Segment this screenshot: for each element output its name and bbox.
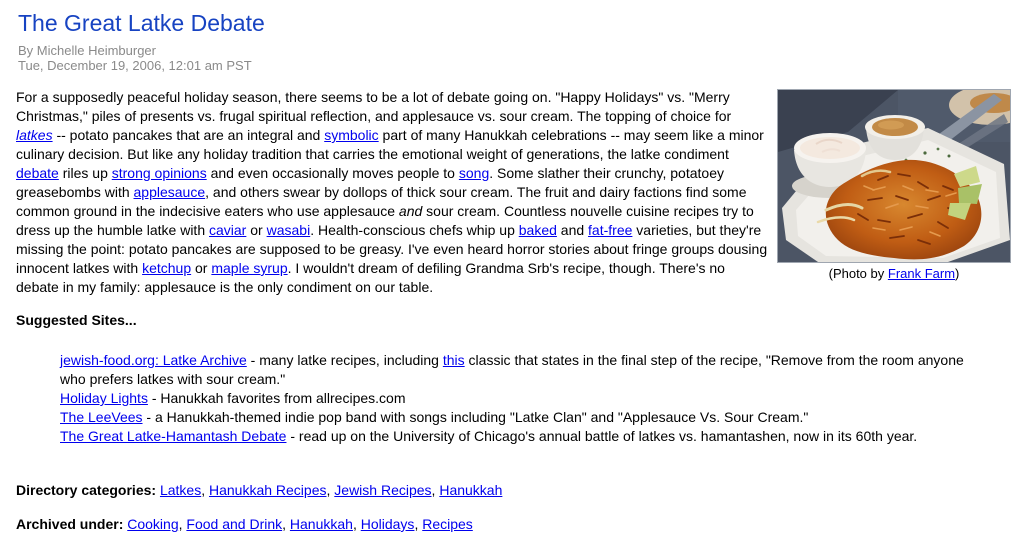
inline-link[interactable]: strong opinions	[111, 165, 207, 181]
inline-link[interactable]: caviar	[209, 222, 247, 238]
suggested-sites-list	[60, 351, 1011, 446]
suggested-site-item	[60, 351, 983, 389]
suggested-site-item	[60, 389, 983, 408]
inline-link[interactable]: baked	[518, 222, 557, 238]
category-link[interactable]: Hanukkah	[289, 516, 353, 532]
byline-date: Tue, December 19, 2006, 12:01 am PST	[18, 58, 252, 73]
text-segment: - Hanukkah favorites from allrecipes.com	[147, 390, 406, 406]
text-segment: . Health-conscious chefs whip up	[310, 222, 519, 238]
photo-figure	[777, 89, 1011, 282]
page	[0, 10, 1023, 534]
text-segment: - a Hanukkah-themed indie pop band with songs including "Latke Clan" and "Applesauce Vs. Sour Cream."	[142, 409, 809, 425]
inline-link[interactable]: song	[458, 165, 490, 181]
directory-categories-line	[16, 481, 1011, 500]
text-segment: or	[246, 222, 267, 238]
inline-link[interactable]: applesauce	[133, 184, 206, 200]
text-segment: or	[191, 260, 212, 276]
page-title: The Great Latke Debate	[18, 10, 265, 36]
category-link[interactable]: Hanukkah Recipes	[208, 482, 327, 498]
category-link[interactable]: Latkes	[159, 482, 202, 498]
text-segment: - read up on the University of Chicago's annual battle of latkes vs. hamantashen, now in its 60th year.	[286, 428, 918, 444]
photo-caption-prefix: (Photo by	[828, 266, 888, 281]
text-segment: sour cream. Countless nouvelle cuisine recipes try to dress up the humble latke with	[16, 203, 754, 238]
category-link[interactable]: Jewish Recipes	[334, 482, 432, 498]
inline-link[interactable]: this	[442, 352, 465, 368]
text-segment: . Some slather their crunchy, potatoey greasebombs with	[16, 165, 724, 200]
inline-link[interactable]: The Great Latke-Hamantash Debate	[60, 428, 287, 444]
text-segment: For a supposedly peaceful holiday season, there seems to be a lot of debate going on. "Happy Holidays" vs. "Merry Christmas," piles of presents vs. frugal spiritual reflection, and applesauce vs. sour cream. The topping of choice for	[16, 89, 732, 124]
inline-link[interactable]: wasabi	[266, 222, 311, 238]
directory-categories-label: Directory categories:	[16, 482, 157, 498]
inline-link[interactable]: maple syrup	[211, 260, 288, 276]
text-segment: and even occasionally moves people to	[206, 165, 459, 181]
directory-categories-links: Latkes, Hanukkah Recipes, Jewish Recipes, Hanukkah	[159, 482, 503, 498]
text-segment: . I wouldn't dream of defiling Grandma Srb's recipe, though. There's no debate in my family: applesauce is the only condiment on our table.	[16, 260, 725, 295]
inline-link[interactable]: debate	[16, 165, 59, 181]
photo-credit-link[interactable]: Frank Farm	[887, 266, 956, 281]
archived-under-label: Archived under:	[16, 516, 124, 532]
category-link[interactable]: Holidays	[360, 516, 415, 532]
suggested-sites-heading: Suggested Sites...	[16, 312, 137, 328]
category-link[interactable]: Hanukkah	[439, 482, 503, 498]
text-segment: part of many Hanukkah celebrations -- may seem like a minor culinary decision. But like any holiday tradition that carries the emotional weight of generations, the latke condiment	[16, 127, 764, 162]
photo-caption-suffix: )	[955, 266, 960, 281]
archived-under-links: Cooking, Food and Drink, Hanukkah, Holidays, Recipes	[127, 516, 473, 532]
photo-caption	[777, 266, 1011, 282]
text-segment: -- potato pancakes that are an integral and	[52, 127, 325, 143]
inline-link[interactable]: symbolic	[324, 127, 379, 143]
category-link[interactable]: Cooking	[127, 516, 179, 532]
inline-link[interactable]: The LeeVees	[60, 409, 143, 425]
text-segment: , and others swear by dollops of thick sour cream. The fruit and dairy factions find some common ground in the indecisive eaters who use applesauce	[16, 184, 747, 219]
byline-author: By Michelle Heimburger	[18, 43, 156, 58]
inline-link[interactable]: Holiday Lights	[60, 390, 148, 406]
inline-link[interactable]: fat-free	[588, 222, 633, 238]
latke-photo	[777, 89, 1011, 263]
article-body	[16, 88, 1011, 297]
category-link[interactable]: Food and Drink	[186, 516, 283, 532]
inline-link[interactable]: latkes	[16, 127, 53, 143]
suggested-site-item	[60, 427, 983, 446]
text-segment: varieties, but they're missing the point: potato pancakes are supposed to be greasy. I've even heard horror stories about fringe groups dousing innocent latkes with	[16, 222, 768, 276]
text-segment: and	[398, 203, 423, 219]
inline-link[interactable]: ketchup	[142, 260, 192, 276]
text-segment: classic that states in the final step of the recipe, "Remove from the room anyone who prefers latkes with sour cream."	[60, 352, 964, 387]
inline-link[interactable]: jewish-food.org: Latke Archive	[60, 352, 247, 368]
text-segment: - many latke recipes, including	[246, 352, 443, 368]
text-segment: riles up	[58, 165, 112, 181]
archived-under-line	[16, 515, 1011, 534]
suggested-site-item	[60, 408, 983, 427]
category-link[interactable]: Recipes	[422, 516, 473, 532]
text-segment: and	[556, 222, 589, 238]
